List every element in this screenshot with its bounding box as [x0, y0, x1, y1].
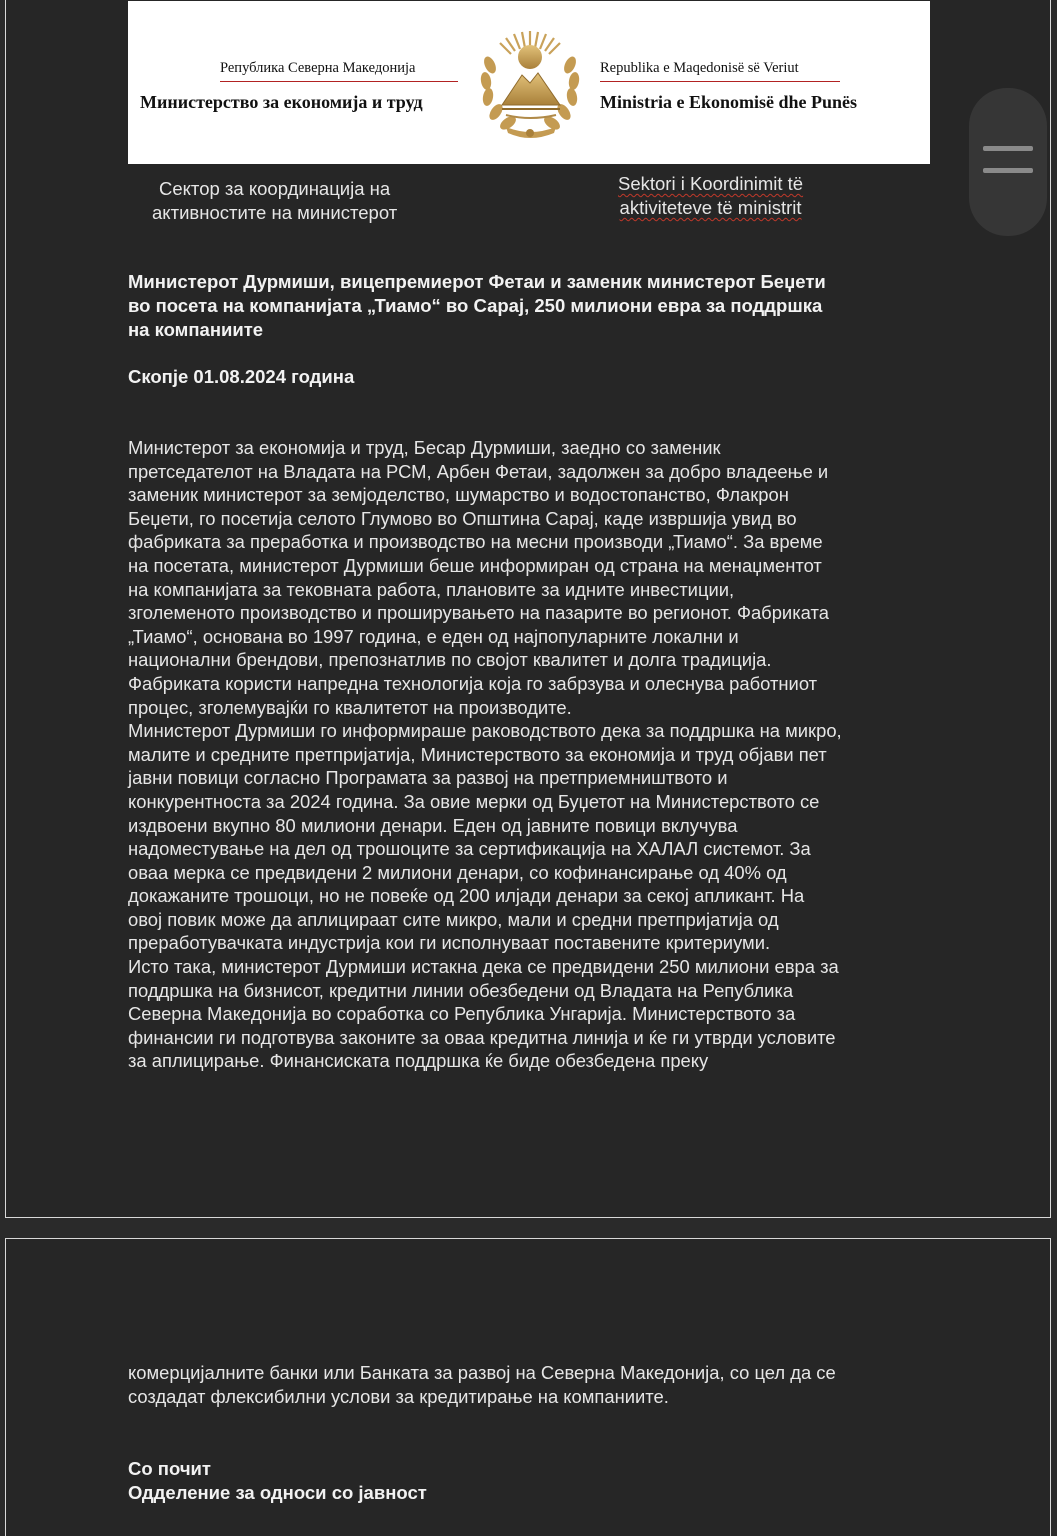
ministry-letterhead	[128, 1, 930, 164]
document-page-2	[5, 1238, 1051, 1536]
letterhead-rule-left	[220, 81, 458, 82]
article-body-continued: комерцијалните банки или Банката за развој на Северна Македонија, со цел да се создадат флексибилни услови за кредитирање на компаниите.	[128, 1362, 836, 1407]
document-page-1	[5, 0, 1051, 1218]
hamburger-menu-button[interactable]	[969, 88, 1047, 236]
letterhead-ministry-mk: Министерство за економија и труд	[140, 92, 423, 112]
letterhead-country-sq: Republika e Maqedonisë së Veriut	[600, 60, 799, 76]
letterhead-rule-right	[600, 81, 840, 82]
sector-title-mk: Сектор за координација на активностите на министерот	[152, 178, 398, 223]
article-dateline: Скопје 01.08.2024 година	[128, 366, 355, 387]
coat-of-arms-emblem	[476, 23, 584, 141]
article-body: Министерот за економија и труд, Бесар Дурмиши, заедно со заменик претседателот на Владата на РСМ, Арбен Фетаи, задолжен за добро владеење и заменик министерот за земјоделство, шумарство и водостопанство, Флакрон Беџети, го посетија селото Глумово во Општина Сарај, каде извршија увид во фабриката за преработка и производство на месни производи „Тиамо“. За време на посетата, министерот Дурмиши беше информиран од страна на менаџментот на компанијата за тековната работа, плановите за идните инвестиции, зголеменото производство и проширувањето на пазарите во регионот. Фабриката „Тиамо“, основана во 1997 година, е еден од најпопуларните локални и национални брендови, препознатлив по својот квалитет и долга традиција. Фабриката користи напредна технологија која го забрзува и олеснува работниот процес, зголемувајќи го квалитетот на производите. Министерот Дурмиши го информираше раководството дека за поддршка на микро, малите и средните претпријатија, Министерството за економија и труд објави пет јавни повици согласно Програмата за развој на претприемништвото и конкурентноста за 2024 година. За овие мерки од Буџетот на Министерството се издвоени вкупно 80 милиони денари. Еден од јавните повици вклучува надоместување на дел од трошоците за сертификација на ХАЛАЛ системот. За оваа мерка се предвидени 2 милиони денари, со кофинансирање од 40% од докажаните трошоци, но не повеќе од 200 илјади денари за секој апликант. На овој повик може да аплицираат сите микро, мали и средни претпријатија од преработувачката индустрија кои ги исполнуваат поставените критериуми. Исто така, министерот Дурмиши истакна дека се предвидени 250 милиони евра за поддршка на бизнисот, кредитни линии обезбедени од Владата на Република Северна Македонија во соработка со Република Унгарија. Министерството за финансии ги подготвува законите за оваа кредитна линија и ќе ги утврди условите за аплицирање. Финансиската поддршка ќе биде обезбедена преку	[128, 437, 842, 1072]
letterhead-country-mk: Република Северна Македонија	[220, 60, 416, 76]
sector-title-sq: Sektori i Koordinimit të aktiviteteve të ministrit	[618, 173, 804, 218]
article-headline: Министерот Дурмиши, вицепремиерот Фетаи и заменик министерот Беџети во посета на компанијата „Тиамо“ во Сарај, 250 милиони евра за поддршка на компаниите	[128, 271, 826, 340]
article-signature: Со почит Одделение за односи со јавност	[128, 1458, 427, 1503]
letterhead-ministry-sq: Ministria e Ekonomisë dhe Punës	[600, 92, 858, 112]
